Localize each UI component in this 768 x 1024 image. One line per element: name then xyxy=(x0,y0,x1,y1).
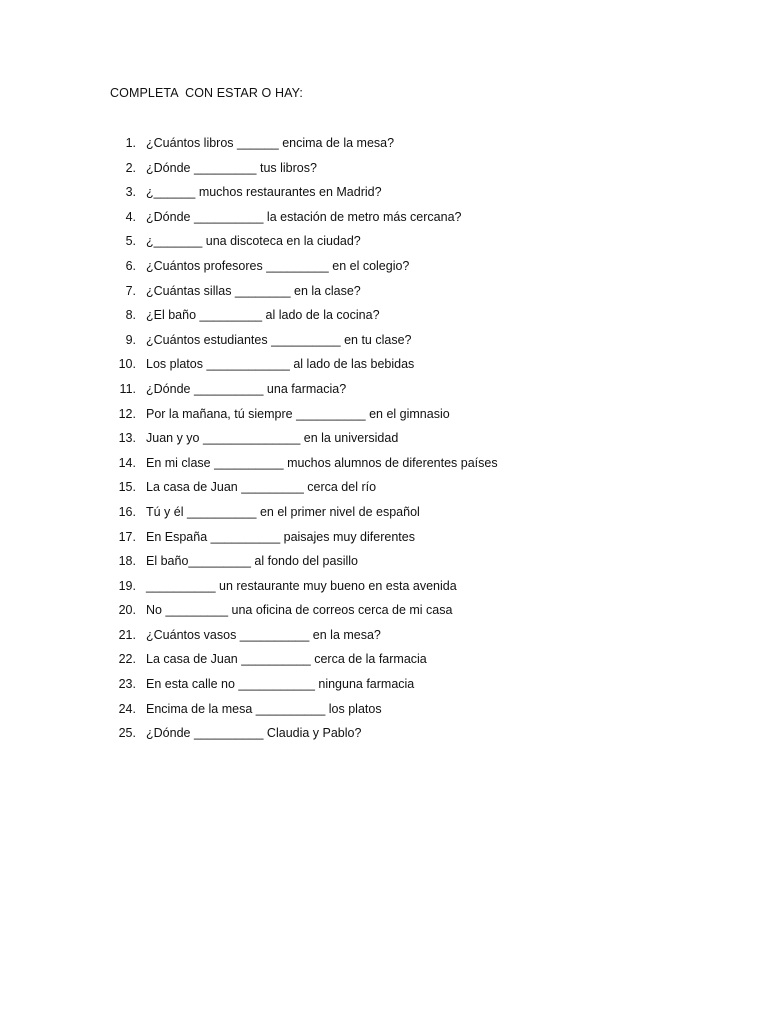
item-number: 17. xyxy=(118,529,136,544)
exercise-item xyxy=(110,159,498,184)
item-number: 25. xyxy=(118,726,136,741)
item-number: 2. xyxy=(125,160,136,175)
exercise-item xyxy=(110,700,498,725)
item-text: ¿Dónde __________ la estación de metro más cercana? xyxy=(146,209,462,224)
exercise-item xyxy=(110,331,498,356)
item-text: La casa de Juan __________ cerca de la farmacia xyxy=(146,652,427,667)
exercise-item xyxy=(110,454,498,479)
exercise-item xyxy=(110,626,498,651)
item-text: Encima de la mesa __________ los platos xyxy=(146,701,382,716)
exercise-item xyxy=(110,208,498,233)
exercise-item xyxy=(110,134,498,159)
item-text: En esta calle no ___________ ninguna farmacia xyxy=(146,677,415,692)
item-text: ¿Cuántos vasos __________ en la mesa? xyxy=(146,627,381,642)
worksheet-title: COMPLETA CON ESTAR O HAY: xyxy=(110,86,303,100)
item-text: ¿Cuántas sillas ________ en la clase? xyxy=(146,283,361,298)
exercise-list xyxy=(110,134,498,749)
item-text: Por la mañana, tú siempre __________ en el gimnasio xyxy=(146,406,450,421)
item-text: ¿Cuántos estudiantes __________ en tu clase? xyxy=(146,332,412,347)
item-text: ¿Dónde __________ una farmacia? xyxy=(146,381,347,396)
exercise-item xyxy=(110,232,498,257)
item-text: ¿Dónde __________ Claudia y Pablo? xyxy=(146,726,362,741)
item-number: 11. xyxy=(119,381,136,396)
exercise-item xyxy=(110,675,498,700)
exercise-item xyxy=(110,282,498,307)
exercise-item xyxy=(110,577,498,602)
exercise-item xyxy=(110,380,498,405)
exercise-item xyxy=(110,650,498,675)
exercise-item xyxy=(110,724,498,749)
item-number: 13. xyxy=(118,431,136,446)
item-text: ¿Cuántos libros ______ encima de la mesa? xyxy=(146,136,395,150)
item-text: Juan y yo ______________ en la universidad xyxy=(146,431,399,446)
item-number: 7. xyxy=(125,283,136,298)
item-text: ¿______ muchos restaurantes en Madrid? xyxy=(146,185,382,200)
item-number: 10. xyxy=(118,357,136,372)
exercise-item xyxy=(110,306,498,331)
item-number: 18. xyxy=(118,554,136,569)
item-text: ¿Dónde _________ tus libros? xyxy=(146,160,317,175)
item-text: La casa de Juan _________ cerca del río xyxy=(146,480,377,495)
item-text: ¿_______ una discoteca en la ciudad? xyxy=(146,234,361,249)
item-number: 15. xyxy=(118,480,136,495)
item-text: Los platos ____________ al lado de las bebidas xyxy=(146,357,415,372)
item-text: ¿Cuántos profesores _________ en el colegio? xyxy=(146,258,410,273)
item-number: 21. xyxy=(118,627,136,642)
exercise-item xyxy=(110,552,498,577)
item-text: En España __________ paisajes muy diferentes xyxy=(146,529,415,544)
item-number: 6. xyxy=(125,258,136,273)
item-number: 19. xyxy=(118,578,136,593)
item-number: 5. xyxy=(125,234,136,249)
exercise-item xyxy=(110,183,498,208)
item-text: El baño_________ al fondo del pasillo xyxy=(146,554,358,569)
item-number: 20. xyxy=(118,603,136,618)
item-text: __________ un restaurante muy bueno en esta avenida xyxy=(146,578,457,593)
exercise-item xyxy=(110,528,498,553)
item-text: ¿El baño _________ al lado de la cocina? xyxy=(146,308,380,323)
item-number: 9. xyxy=(125,332,136,347)
exercise-item xyxy=(110,503,498,528)
item-number: 4. xyxy=(125,209,136,224)
item-text: Tú y él __________ en el primer nivel de español xyxy=(146,504,420,519)
item-text: En mi clase __________ muchos alumnos de diferentes países xyxy=(146,455,498,470)
exercise-item xyxy=(110,405,498,430)
item-number: 3. xyxy=(125,185,136,200)
item-number: 22. xyxy=(118,652,136,667)
item-number: 14. xyxy=(118,455,136,470)
item-number: 1. xyxy=(125,136,136,150)
item-number: 8. xyxy=(125,308,136,323)
exercise-item xyxy=(110,355,498,380)
item-text: No _________ una oficina de correos cerca de mi casa xyxy=(146,603,453,618)
item-number: 16. xyxy=(118,504,136,519)
exercise-item xyxy=(110,478,498,503)
exercise-item xyxy=(110,601,498,626)
exercise-item xyxy=(110,257,498,282)
item-number: 24. xyxy=(118,701,136,716)
exercise-item xyxy=(110,429,498,454)
item-number: 12. xyxy=(118,406,136,421)
item-number: 23. xyxy=(118,677,136,692)
